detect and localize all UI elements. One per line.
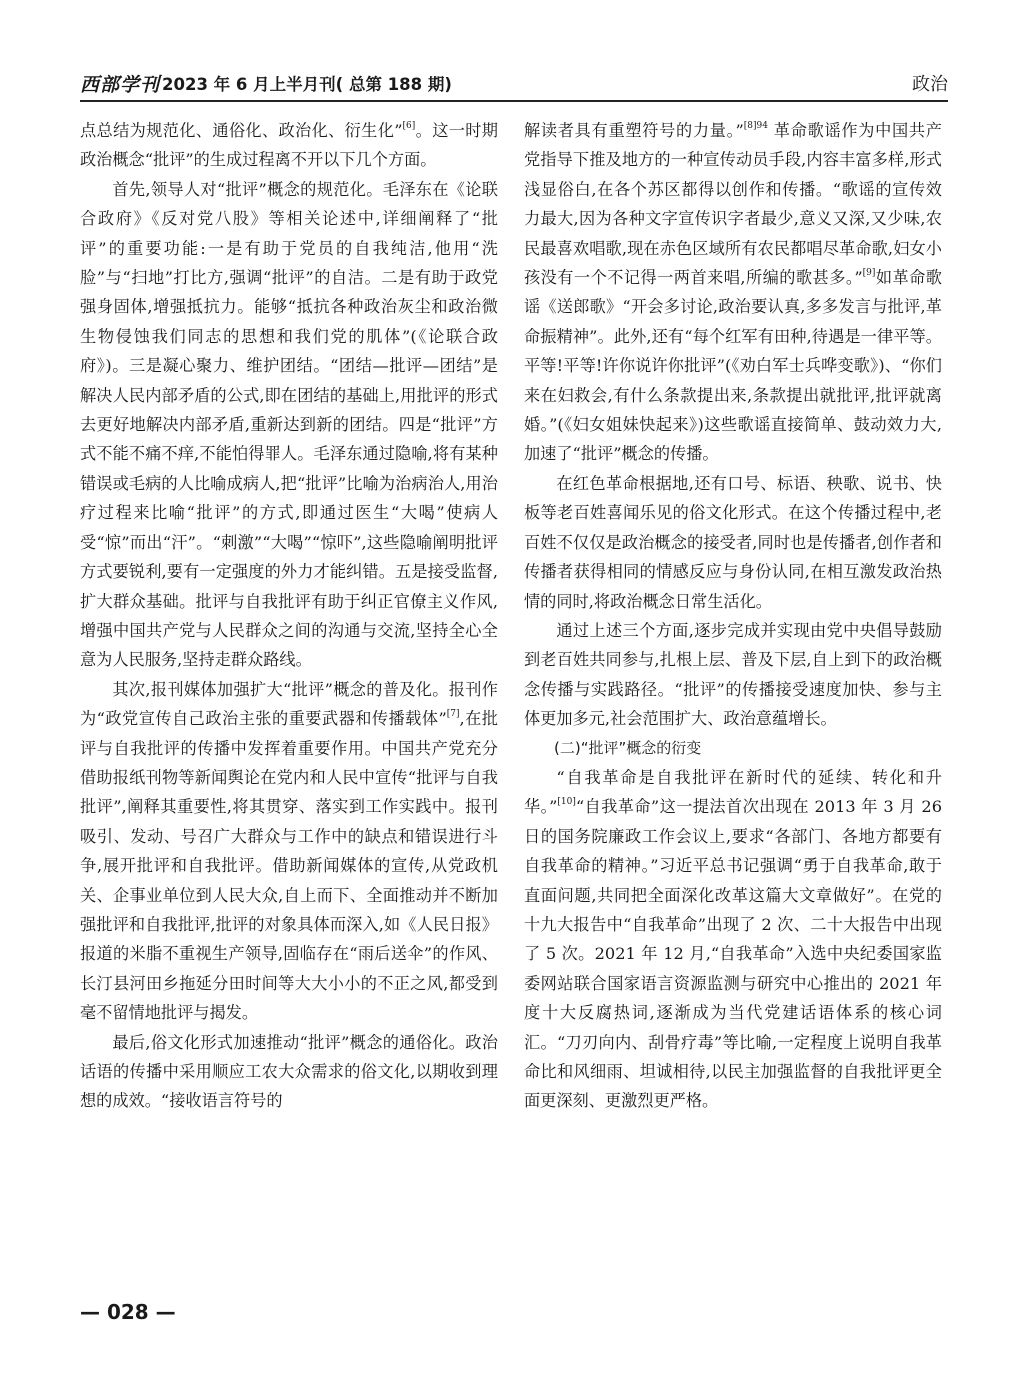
text: “自我革命”这一提法首次出现在 2013 年 3 月 26 日的国务院廉政工作会议上,要求“各部门、各地方都要有自我革命的精神。”习近平总书记强调“勇于自我革命,敢于直面问题,共同把全面深化改革这篇大文章做好”。在党的十九大报告中“自我革命”出现了 2 次、二十大报告中出现了 5 次。2021 年 12 月,“自我革命”入选中央纪委国家监委网站联合国家语言资源监测与研究中心推出的 2021 年度十大反腐热词,逐渐成为当代党建话语体系的核心词汇。“刀刃向内、刮骨疗毒”等比喻,一定程度上说明自我革命比和风细雨、坦诚相待,以民主加强监督的自我批评更全面更深刻、更激烈更严格。	[524, 797, 942, 1111]
page-number: — 028 —	[80, 1300, 176, 1324]
paragraph: 在红色革命根据地,还有口号、标语、秧歌、说书、快板等老百姓喜闻乐见的俗文化形式。在这个传播过程中,老百姓不仅仅是政治概念的接受者,同时也是传播者,创作者和传播者获得相同的情感反应与身份认同,在相互激发政治热情的同时,将政治概念日常生活化。	[524, 473, 942, 611]
citation: [9]	[862, 268, 876, 279]
paragraph: 通过上述三个方面,逐步完成并实现由党中央倡导鼓励到老百姓共同参与,扎根上层、普及下层,自上到下的政治概念传播与实践路径。“批评”的传播接受速度加快、参与主体更加多元,社会范围扩大、政治意蕴增长。	[524, 620, 942, 729]
paragraph: 最后,俗文化形式加速推动“批评”概念的通俗化。政治话语的传播中采用顺应工农大众需求的俗文化,以期收到理想的成效。“接收语言符号的	[80, 1032, 498, 1111]
running-header	[80, 68, 948, 98]
text: “自我革命是自我批评在新时代的延续、转化和升华。”	[524, 767, 942, 817]
journal-info	[80, 70, 452, 97]
citation: [7]	[446, 709, 460, 720]
text: 如革命歌谣《送郎歌》“开会多讨论,政治要认真,多多发言与批评,革命振精神”。此外,还有“每个红军有田种,待遇是一律平等。平等!平等!许你说许你批评”(《劝白军士兵哗变歌》)、“你们来在妇救会,有什么条款提出来,条款提出就批评,批评就离婚。”(《妇女姐妹快起来》)这些歌谣直接简单、鼓动效力大,加速了“批评”概念的传播。	[524, 268, 942, 464]
journal-logo: 西部学刊	[80, 73, 161, 96]
citation: [10]	[557, 797, 576, 808]
left-column	[80, 116, 498, 1116]
text: 解读者具有重塑符号的力量。”	[524, 121, 744, 140]
section-subheading: (二)“批评”概念的衍变	[554, 738, 702, 757]
paragraph	[524, 116, 942, 469]
text: 革命歌谣作为中国共产党指导下推及地方的一种宣传动员手段,内容丰富多样,形式浅显俗白,在各个苏区都得以创作和传播。“歌谣的宣传效力最大,因为各种文字宣传识字者最少,意义又深,又少味,农民最喜欢唱歌,现在赤色区域所有农民都唱尽革命歌,妇女小孩没有一个不记得一两首来唱,所编的歌甚多。”	[524, 121, 942, 288]
section-label: 政治	[912, 74, 948, 95]
text: 其次,报刊媒体加强扩大“批评”概念的普及化。报刊作为“政党宣传自己政治主张的重要武器和传播载体”	[80, 679, 498, 729]
citation: [6]	[402, 121, 416, 131]
paragraph: 首先,领导人对“批评”概念的规范化。毛泽东在《论联合政府》《反对党八股》等相关论述中,详细阐释了“批评”的重要功能:一是有助于党员的自我纯洁,他用“洗脸”与“扫地”打比方,强调“批评”的自洁。二是有助于政党强身固体,增强抵抗力。能够“抵抗各种政治灰尘和政治微生物侵蚀我们同志的思想和我们党的肌体”(《论联合政府》)。三是凝心聚力、维护团结。“团结—批评—团结”是解决人民内部矛盾的公式,即在团结的基础上,用批评的形式去更好地解决内部矛盾,重新达到新的团结。四是“批评”方式不能不痛不痒,不能怕得罪人。毛泽东通过隐喻,将有某种错误或毛病的人比喻成病人,把“批评”比喻为治病治人,用治疗过程来比喻“批评”的方式,即通过医生“大喝”使病人受“惊”而出“汗”。“刺激”“大喝”“惊吓”,这些隐喻阐明批评方式要锐利,要有一定强度的外力才能纠错。五是接受监督,扩大群众基础。批评与自我批评有助于纠正官僚主义作风,增强中国共产党与人民群众之间的沟通与交流,坚持全心全意为人民服务,坚持走群众路线。	[80, 179, 498, 670]
header-rule	[80, 100, 948, 102]
issue-info: 2023 年 6 月上半月刊( 总第 188 期)	[162, 75, 452, 94]
text: 。这一时期政治概念“批评”的生成过程离不开以下几个方面。	[80, 121, 498, 170]
text: ,在批评与自我批评的传播中发挥着重要作用。中国共产党充分借助报纸刊物等新闻舆论在党内和人民中宣传“批评与自我批评”,阐释其重要性,将其贯穿、落实到工作实践中。报刊吸引、发动、号召广大群众与工作中的缺点和错误进行斗争,展开批评和自我批评。借助新闻媒体的宣传,从党政机关、企事业单位到人民大众,自上而下、全面推动并不断加强批评和自我批评,批评的对象具体而深入,如《人民日报》报道的米脂不重视生产领导,固临存在“雨后送伞”的作风、长汀县河田乡拖延分田时间等大大小小的不正之风,都受到毫不留情地批评与揭发。	[80, 709, 498, 1023]
paragraph	[80, 116, 498, 175]
text: 点总结为规范化、通俗化、政治化、衍生化”	[80, 121, 403, 140]
paragraph	[524, 763, 942, 1116]
citation: [8]94	[743, 121, 768, 131]
paragraph	[80, 675, 498, 1028]
right-column	[524, 116, 942, 1116]
